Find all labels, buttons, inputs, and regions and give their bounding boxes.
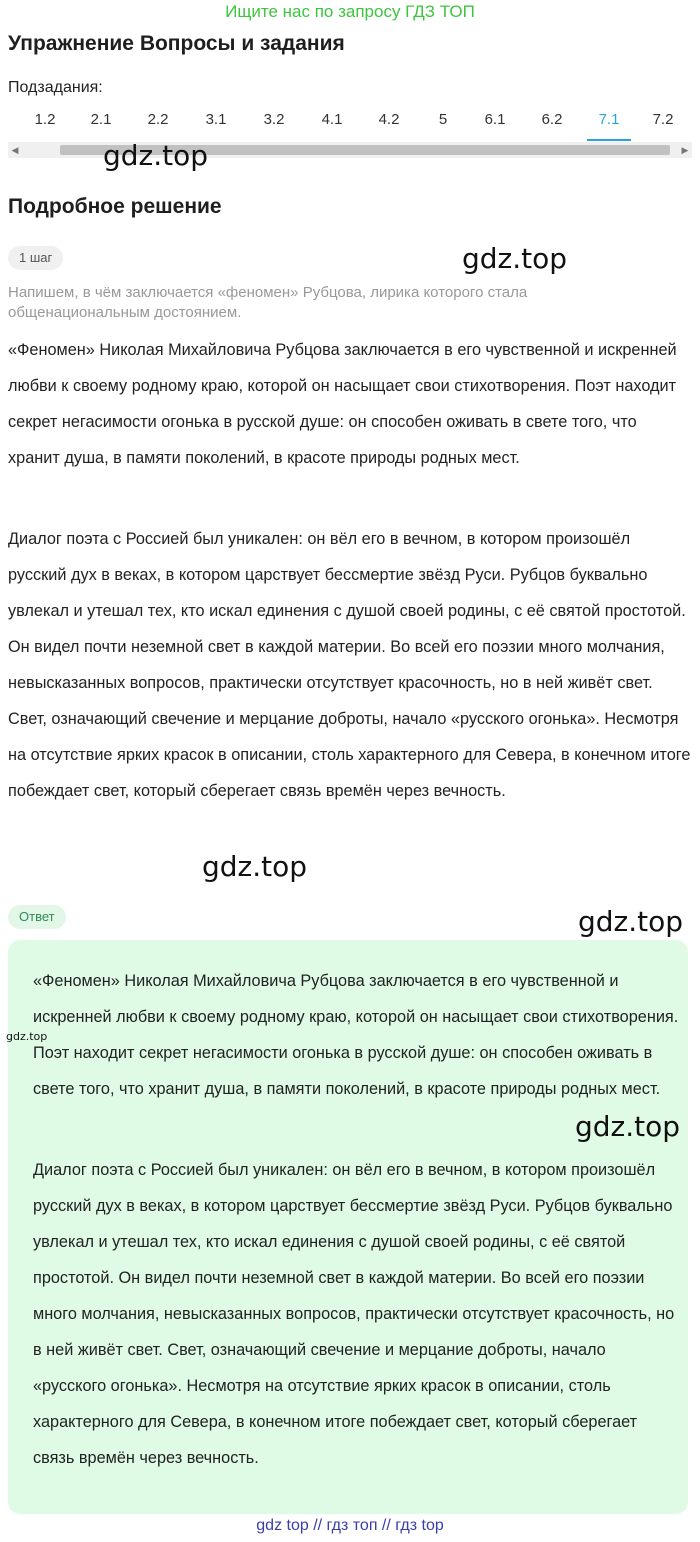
watermark: gdz.top [578, 905, 684, 938]
subtask-tab[interactable]: 4.2 [378, 111, 400, 128]
answer-paragraph: «Феномен» Николая Михайловича Рубцова заключается в его чувственной и искренней любви к своему родному краю, которой он насыщает свои стихотворения. Поэт находит секрет негасимости огонька в русской душе: он способен оживать в свете того, что хранит душа, в памяти поколений, в красоте природы родных мест. [33, 972, 679, 1098]
solution-paragraph: «Феномен» Николая Михайловича Рубцова заключается в его чувственной и искренней любви к своему родному краю, которой он насыщает свои стихотворения. Поэт находит секрет негасимости огонька в русской душе: он способен оживать в свете того, что хранит душа, в памяти поколений, в красоте природы родных мест. [8, 341, 677, 467]
footer-links: gdz top // гдз топ // гдз top [256, 1517, 444, 1534]
subtask-tab[interactable]: 2.2 [147, 111, 169, 128]
watermark: gdz.top [575, 1110, 681, 1143]
subtask-tabs [8, 104, 692, 142]
subtask-tab[interactable]: 7.2 [652, 111, 674, 128]
subtasks-label: Подзадания: [8, 79, 103, 96]
solution-paragraph: Диалог поэта с Россией был уникален: он вёл его в вечном, в котором произошёл русский дух в веках, в котором царствует бессмертие звёзд Руси. Рубцов буквально увлекал и утешал тех, кто искал единения с душой своей родины, с её святой простотой. Он видел почти неземной свет в каждой материи. Во всей его поэзии много молчания, невысказанных вопросов, практически отсутствует красочность, но в ней живёт свет. Свет, означающий свечение и мерцание доброты, начало «русского огонька». Несмотря на отсутствие ярких красок в описании, столь характерного для Севера, в конечном итоге побеждает свет, который сберегает связь времён через вечность. [8, 530, 691, 800]
scroll-right-icon[interactable]: ▶ [681, 145, 689, 155]
watermark: gdz.top [202, 850, 308, 883]
step-badge: 1 шаг [8, 246, 63, 270]
watermark: gdz.top [6, 1030, 48, 1043]
subtask-tab[interactable]: 3.2 [263, 111, 285, 128]
subtask-tab[interactable]: 4.1 [321, 111, 343, 128]
watermark: gdz.top [103, 139, 209, 172]
subtask-tab[interactable]: 1.2 [34, 111, 56, 128]
subtask-tab[interactable]: 6.1 [484, 111, 506, 128]
page-title: Упражнение Вопросы и задания [8, 32, 345, 55]
subtask-tab[interactable]: 5 [438, 111, 448, 128]
step-hint: Напишем, в чём заключается «феномен» Рубцова, лирика которого стала общенациональным достоянием. [8, 284, 528, 321]
scroll-left-icon[interactable]: ◀ [11, 145, 19, 155]
subtask-tab[interactable]: 6.2 [541, 111, 563, 128]
answer-paragraph: Диалог поэта с Россией был уникален: он вёл его в вечном, в котором произошёл русский дух в веках, в котором царствует бессмертие звёзд Руси. Рубцов буквально увлекал и утешал тех, кто искал единения с душой своей родины, с её святой простотой. Он видел почти неземной свет в каждой материи. Во всей его поэзии много молчания, невысказанных вопросов, практически отсутствует красочность, но в ней живёт свет. Свет, означающий свечение и мерцание доброты, начало «русского огонька». Несмотря на отсутствие ярких красок в описании, столь характерного для Севера, в конечном итоге побеждает свет, который сберегает связь времён через вечность. [33, 1161, 675, 1467]
promo-banner: Ищите нас по запросу ГДЗ ТОП [225, 2, 475, 21]
subtask-tab[interactable]: 3.1 [205, 111, 227, 128]
watermark: gdz.top [462, 242, 568, 275]
subtask-tab[interactable]: 2.1 [90, 111, 112, 128]
subtask-tab-active[interactable]: 7.1 [583, 104, 635, 142]
solution-title: Подробное решение [8, 195, 222, 218]
answer-badge: Ответ [8, 905, 66, 929]
